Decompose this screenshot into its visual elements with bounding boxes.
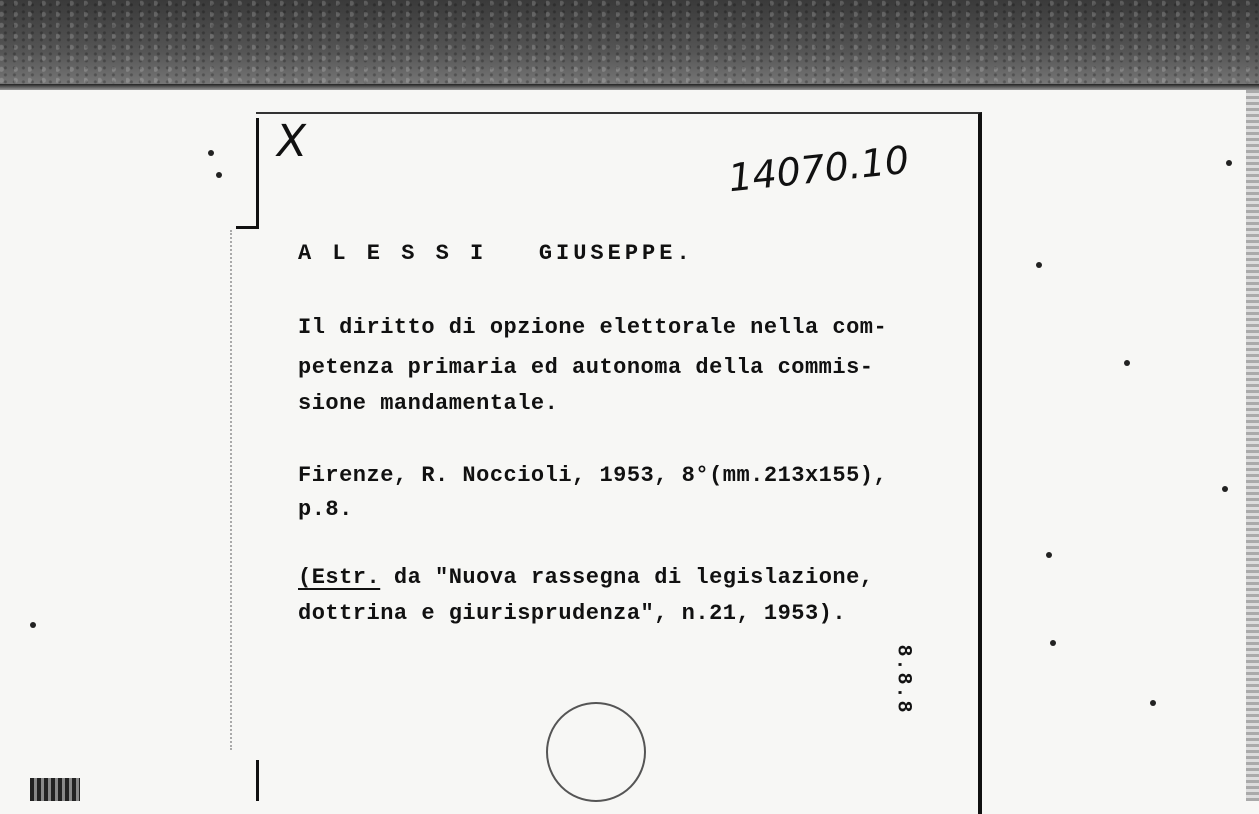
vertical-code: 8.8.8 xyxy=(891,644,915,715)
note-line: dottrina e giurisprudenza", n.21, 1953). xyxy=(298,601,847,626)
speck xyxy=(1050,640,1056,646)
circular-stamp xyxy=(546,702,646,802)
title-line: petenza primaria ed autonoma della commis- xyxy=(298,355,874,380)
imprint-line: p.8. xyxy=(298,497,353,522)
speck xyxy=(208,150,214,156)
speck xyxy=(1046,552,1052,558)
perforation-line xyxy=(230,230,234,750)
title-line: Il diritto di opzione elettorale nella com- xyxy=(298,315,888,340)
author-heading: A L E S S I GIUSEPPE. xyxy=(298,241,694,266)
note-line xyxy=(298,564,874,592)
note-text: da "Nuova rassegna di legislazione, xyxy=(380,565,874,590)
scan-edge xyxy=(0,84,1259,90)
speck xyxy=(1226,160,1232,166)
note-abbrev: (Estr. xyxy=(298,565,381,590)
speck xyxy=(1124,360,1130,366)
speck xyxy=(1150,700,1156,706)
scan-side-stripe xyxy=(1246,90,1259,801)
scan-corner-mark xyxy=(30,778,80,801)
scan-dark-border xyxy=(0,0,1259,86)
card-bracket-bottom xyxy=(256,760,259,801)
handwritten-x-mark: X xyxy=(272,116,310,167)
speck xyxy=(30,622,36,628)
title-line: sione mandamentale. xyxy=(298,391,559,416)
imprint-line: Firenze, R. Noccioli, 1953, 8°(mm.213x155), xyxy=(298,463,888,488)
speck xyxy=(216,172,222,178)
speck xyxy=(1222,486,1228,492)
card-bracket-top xyxy=(236,118,259,229)
speck xyxy=(1036,262,1042,268)
handwritten-shelfmark: 14070.10 xyxy=(726,137,912,201)
